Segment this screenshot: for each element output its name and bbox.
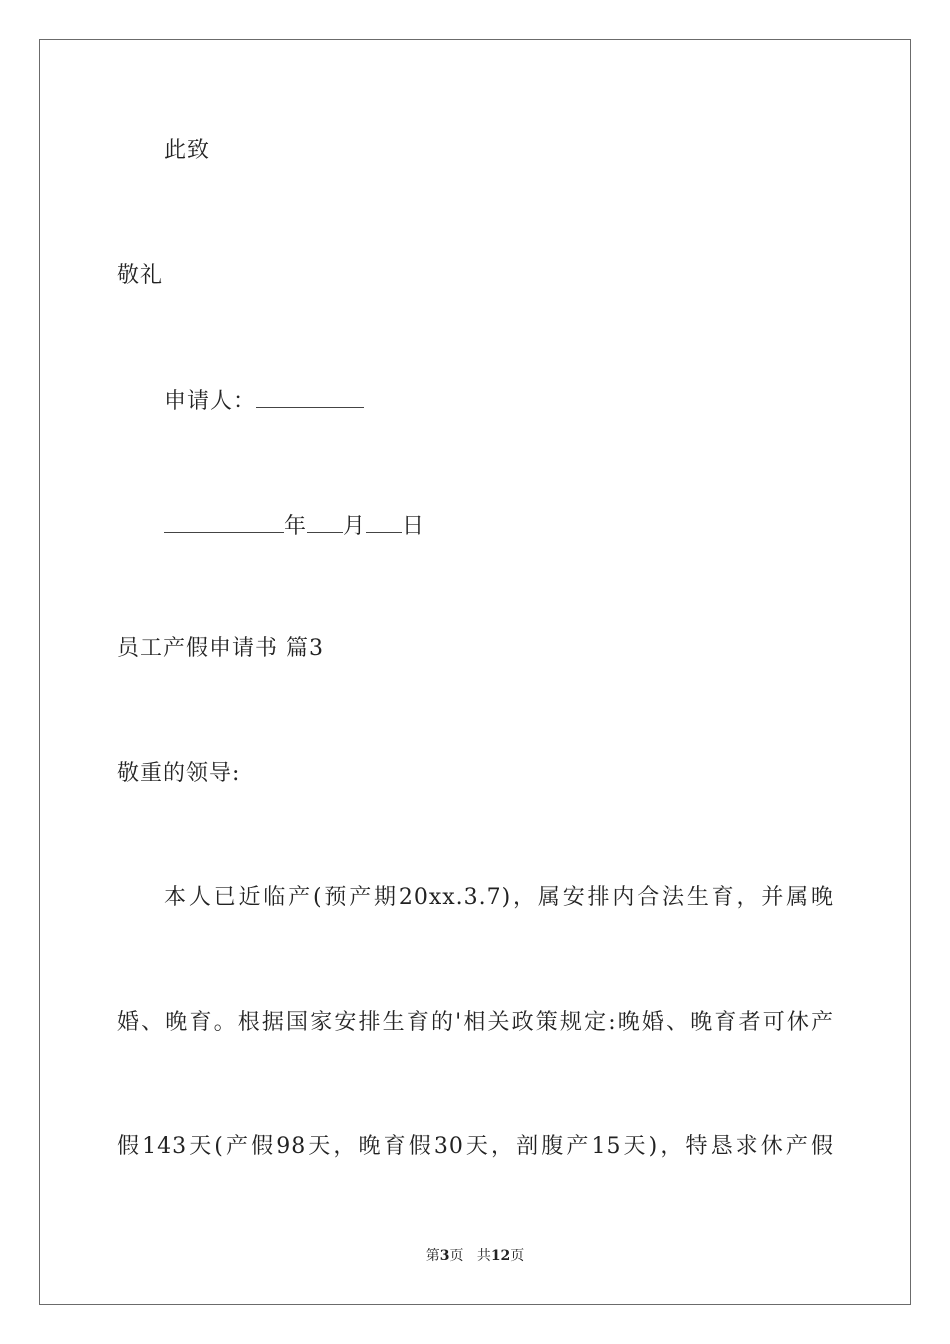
footer-total-suffix: 页: [510, 1248, 525, 1264]
footer-total-pages: 12: [490, 1248, 511, 1264]
page-footer: [0, 1246, 950, 1266]
body-line-3: 假143天(产假98天，晚育假30天，剖腹产15天)，特恳求休产假: [117, 1134, 834, 1159]
date-month-label: 月: [343, 514, 367, 539]
closing-ci-zhi: 此致: [164, 138, 211, 163]
month-blank: [307, 510, 343, 533]
date-day-label: 日: [402, 514, 426, 539]
footer-prefix: 第: [425, 1248, 440, 1264]
footer-current-page: 3: [439, 1248, 450, 1264]
day-blank: [366, 510, 402, 533]
date-line: [164, 510, 425, 542]
applicant-line: [164, 385, 364, 417]
footer-page-suffix: 页: [449, 1248, 464, 1264]
date-year-label: 年: [284, 514, 308, 539]
applicant-label: 申请人：: [164, 389, 257, 414]
footer-total-prefix: 共: [476, 1248, 491, 1264]
salutation: 敬重的领导:: [117, 761, 241, 786]
body-line-2: 婚、晚育。根据国家安排生育的'相关政策规定:晚婚、晚育者可休产: [117, 1010, 834, 1035]
year-blank: [164, 510, 284, 533]
closing-jing-li: 敬礼: [117, 263, 164, 288]
page-border: [39, 39, 911, 1305]
applicant-blank: [256, 385, 364, 408]
body-line-1: 本人已近临产(预产期20xx.3.7)，属安排内合法生育，并属晚: [164, 885, 834, 910]
section-heading: 员工产假申请书 篇3: [117, 636, 324, 661]
